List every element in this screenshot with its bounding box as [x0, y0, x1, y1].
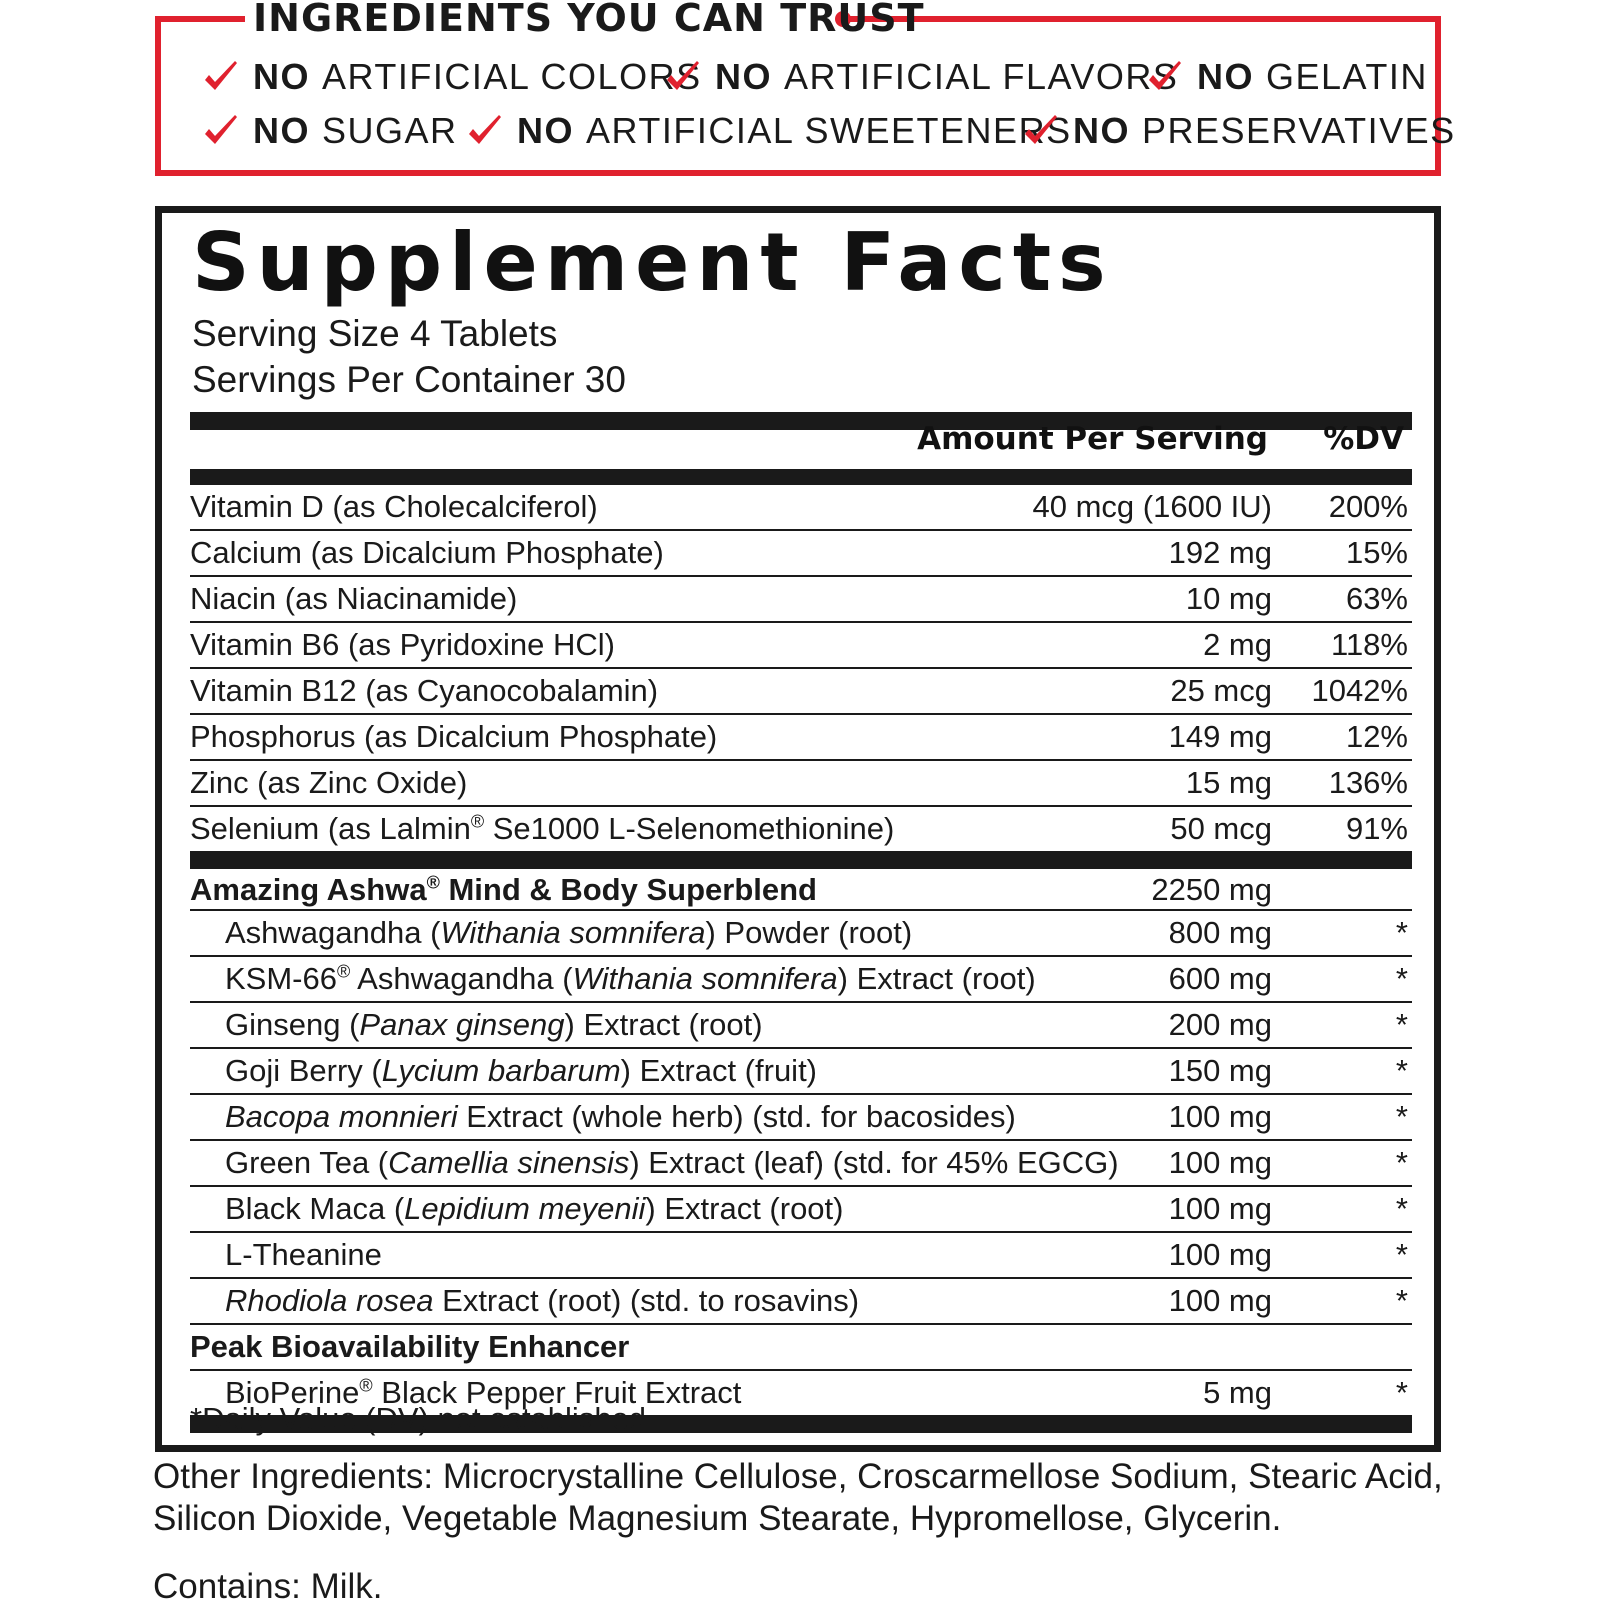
claim-item — [1023, 110, 1456, 152]
nutrient-amount: 15 mg — [1185, 765, 1272, 800]
claim-item — [467, 110, 1072, 152]
nutrient-amount: 50 mcg — [1170, 811, 1272, 846]
ingredient-name-part: Black Maca ( — [225, 1191, 405, 1226]
claim-text: ARTIFICIAL FLAVORS — [784, 56, 1179, 97]
claim-text: PRESERVATIVES — [1142, 110, 1456, 151]
claim-text: ARTIFICIAL COLORS — [322, 56, 702, 97]
nutrient-name: Niacin (as Niacinamide) — [190, 581, 518, 616]
nutrient-name: Calcium (as Dicalcium Phosphate) — [190, 535, 664, 570]
blend-ingredient-row — [190, 1141, 1412, 1187]
ingredient-name — [225, 1279, 859, 1323]
nutrient-amount: 10 mg — [1185, 581, 1272, 616]
nutrient-amount: 25 mcg — [1170, 673, 1272, 708]
ingredient-name-part: KSM-66 — [225, 961, 337, 996]
ingredient-dv: * — [1395, 961, 1408, 996]
ingredient-dv: * — [1395, 1237, 1408, 1272]
ingredient-name — [225, 1049, 817, 1093]
ingredient-dv: * — [1395, 1099, 1408, 1134]
ingredient-name-part: Black Pepper Fruit Extract — [372, 1375, 742, 1410]
ingredient-latin-name: Withania somnifera — [572, 961, 838, 996]
blend-ingredient-row — [190, 1003, 1412, 1049]
nutrient-dv: 1042% — [1311, 673, 1408, 708]
allergen-statement: Contains: Milk. — [153, 1567, 383, 1606]
nutrient-name-part: Se1000 L-Selenomethionine) — [484, 811, 895, 846]
claim-no: NO — [1073, 110, 1130, 151]
blend-name-part: Amazing Ashwa — [190, 872, 427, 907]
blend-ingredient-row — [190, 1279, 1412, 1325]
supplement-facts-panel — [155, 206, 1441, 1452]
ingredient-dv: * — [1395, 1283, 1408, 1318]
nutrient-name: Vitamin B6 (as Pyridoxine HCl) — [190, 627, 615, 662]
nutrient-name — [190, 807, 894, 851]
nutrient-name: Vitamin D (as Cholecalciferol) — [190, 489, 598, 524]
ingredient-latin-name: Camellia sinensis — [388, 1145, 630, 1180]
ingredient-latin-name: Lycium barbarum — [381, 1053, 621, 1088]
blend-name — [190, 869, 817, 911]
ingredient-name-part: Ashwagandha ( — [350, 961, 573, 996]
claim-no: NO — [1197, 56, 1254, 97]
ingredient-amount: 100 mg — [1168, 1283, 1272, 1318]
servings-per-container: Servings Per Container 30 — [192, 359, 626, 400]
ingredient-name-part: Extract (root) (std. to rosavins) — [433, 1283, 860, 1318]
ingredient-name-part: ) Extract (root) — [837, 961, 1036, 996]
nutrient-dv: 200% — [1328, 489, 1408, 524]
ingredient-name — [225, 957, 1036, 1001]
checkmark-icon — [203, 114, 239, 148]
ingredient-latin-name: Withania somnifera — [440, 915, 706, 950]
ingredient-name — [225, 1003, 763, 1047]
nutrient-table — [190, 485, 1412, 1433]
divider-thick — [190, 469, 1412, 485]
checkmark-icon — [665, 60, 701, 94]
claim-text: GELATIN — [1266, 56, 1428, 97]
nutrient-name: Zinc (as Zinc Oxide) — [190, 765, 468, 800]
ingredient-amount: 150 mg — [1168, 1053, 1272, 1088]
serving-size: Serving Size 4 Tablets — [192, 313, 558, 354]
header-amount: Amount Per Serving — [917, 421, 1268, 457]
nutrient-dv: 12% — [1345, 719, 1408, 754]
ingredient-amount: 100 mg — [1168, 1191, 1272, 1226]
ingredient-dv: * — [1395, 1145, 1408, 1180]
nutrient-row — [190, 577, 1412, 623]
ingredient-amount: 5 mg — [1203, 1375, 1272, 1410]
checkmark-icon — [1023, 114, 1059, 148]
checkmark-icon — [203, 60, 239, 94]
checkmark-icon — [1147, 60, 1183, 94]
registered-mark: ® — [470, 811, 485, 832]
nutrient-amount: 149 mg — [1168, 719, 1272, 754]
nutrient-row — [190, 485, 1412, 531]
blend-ingredient-row — [190, 1049, 1412, 1095]
nutrient-name: Phosphorus (as Dicalcium Phosphate) — [190, 719, 718, 754]
nutrient-dv: 91% — [1345, 811, 1408, 846]
ingredient-name-part: BioPerine — [225, 1375, 360, 1410]
ingredient-name-part: ) Extract (leaf) (std. for 45% EGCG) — [629, 1145, 1119, 1180]
nutrient-row — [190, 531, 1412, 577]
nutrient-name: Vitamin B12 (as Cyanocobalamin) — [190, 673, 659, 708]
ingredient-name — [225, 1141, 1119, 1185]
claim-no: NO — [253, 110, 310, 151]
blend-amount: 2250 mg — [1151, 872, 1272, 907]
ingredient-latin-name: Bacopa monnieri — [225, 1099, 458, 1134]
ingredient-dv: * — [1395, 1007, 1408, 1042]
registered-mark: ® — [336, 961, 351, 982]
ingredient-name-part: Ginseng ( — [225, 1007, 360, 1042]
ingredient-latin-name: Panax ginseng — [359, 1007, 565, 1042]
nutrient-dv: 118% — [1331, 627, 1408, 662]
ingredient-name-part: Ashwagandha ( — [225, 915, 441, 950]
ingredient-name — [225, 911, 912, 955]
claim-item — [203, 110, 458, 152]
claim-item — [1147, 56, 1428, 98]
nutrient-amount: 192 mg — [1168, 535, 1272, 570]
ingredient-dv: * — [1395, 1375, 1408, 1410]
nutrient-amount: 2 mg — [1203, 627, 1272, 662]
ingredient-amount: 100 mg — [1168, 1099, 1272, 1134]
enhancer-header-row — [190, 1325, 1412, 1371]
blend-ingredient-row — [190, 1187, 1412, 1233]
blend-header-row — [190, 869, 1412, 911]
claim-no: NO — [715, 56, 772, 97]
registered-mark: ® — [426, 872, 440, 893]
nutrient-dv: 63% — [1345, 581, 1408, 616]
nutrient-row — [190, 623, 1412, 669]
trust-box-top-border — [843, 16, 1441, 22]
nutrient-row — [190, 669, 1412, 715]
ingredient-amount: 800 mg — [1168, 915, 1272, 950]
ingredient-name-part: ) Extract (root) — [645, 1191, 844, 1226]
checkmark-icon — [467, 114, 503, 148]
ingredient-name-part: L-Theanine — [225, 1237, 382, 1272]
claim-text: SUGAR — [322, 110, 458, 151]
nutrient-name-part: Selenium (as Lalmin — [190, 811, 471, 846]
blend-ingredient-row — [190, 911, 1412, 957]
claim-text: ARTIFICIAL SWEETENERS — [586, 110, 1072, 151]
ingredient-name-part: Goji Berry ( — [225, 1053, 382, 1088]
facts-title: Supplement Facts — [192, 216, 1113, 309]
other-ingredients: Other Ingredients: Microcrystalline Cellulose, Croscarmellose Sodium, Stearic Acid, Silicon Dioxide, Vegetable Magnesium Stearate, Hypromellose, Glycerin. — [153, 1457, 1443, 1538]
registered-mark: ® — [359, 1375, 373, 1396]
enhancer-name: Peak Bioavailability Enhancer — [190, 1329, 630, 1364]
ingredient-name — [225, 1233, 382, 1277]
nutrient-amount: 40 mcg (1600 IU) — [1032, 489, 1272, 524]
nutrient-row — [190, 761, 1412, 807]
nutrient-dv: 15% — [1345, 535, 1408, 570]
nutrient-row — [190, 715, 1412, 761]
ingredient-name-part: ) Powder (root) — [705, 915, 913, 950]
ingredient-dv: * — [1395, 915, 1408, 950]
ingredient-amount: 600 mg — [1168, 961, 1272, 996]
dv-footnote: *Daily Value (DV) not established — [190, 1401, 647, 1436]
blend-ingredient-row — [190, 1095, 1412, 1141]
blend-name-part: Mind & Body Superblend — [439, 872, 817, 907]
ingredient-dv: * — [1395, 1191, 1408, 1226]
blend-ingredient-row — [190, 957, 1412, 1003]
nutrient-dv: 136% — [1328, 765, 1408, 800]
ingredient-name — [225, 1187, 844, 1231]
blend-ingredient-row — [190, 1233, 1412, 1279]
nutrient-row — [190, 807, 1412, 851]
ingredient-amount: 100 mg — [1168, 1145, 1272, 1180]
ingredient-amount: 200 mg — [1168, 1007, 1272, 1042]
ingredient-name — [225, 1095, 1016, 1139]
trust-claims-box — [155, 0, 1456, 176]
ingredient-name-part: Green Tea ( — [225, 1145, 389, 1180]
claim-no: NO — [253, 56, 310, 97]
ingredient-name-part: ) Extract (fruit) — [620, 1053, 818, 1088]
header-dv: %DV — [1323, 421, 1404, 457]
divider-thick — [190, 851, 1412, 869]
ingredient-amount: 100 mg — [1168, 1237, 1272, 1272]
claim-item — [665, 56, 1178, 98]
ingredient-name-part: Extract (whole herb) (std. for bacosides) — [457, 1099, 1016, 1134]
trust-title: INGREDIENTS YOU CAN TRUST — [253, 0, 925, 40]
trust-box-top-border — [155, 16, 245, 22]
ingredient-dv: * — [1395, 1053, 1408, 1088]
claim-item — [203, 56, 702, 98]
ingredient-latin-name: Lepidium meyenii — [404, 1191, 646, 1226]
claim-no: NO — [517, 110, 574, 151]
ingredient-name-part: ) Extract (root) — [564, 1007, 763, 1042]
ingredient-latin-name: Rhodiola rosea — [225, 1283, 434, 1318]
